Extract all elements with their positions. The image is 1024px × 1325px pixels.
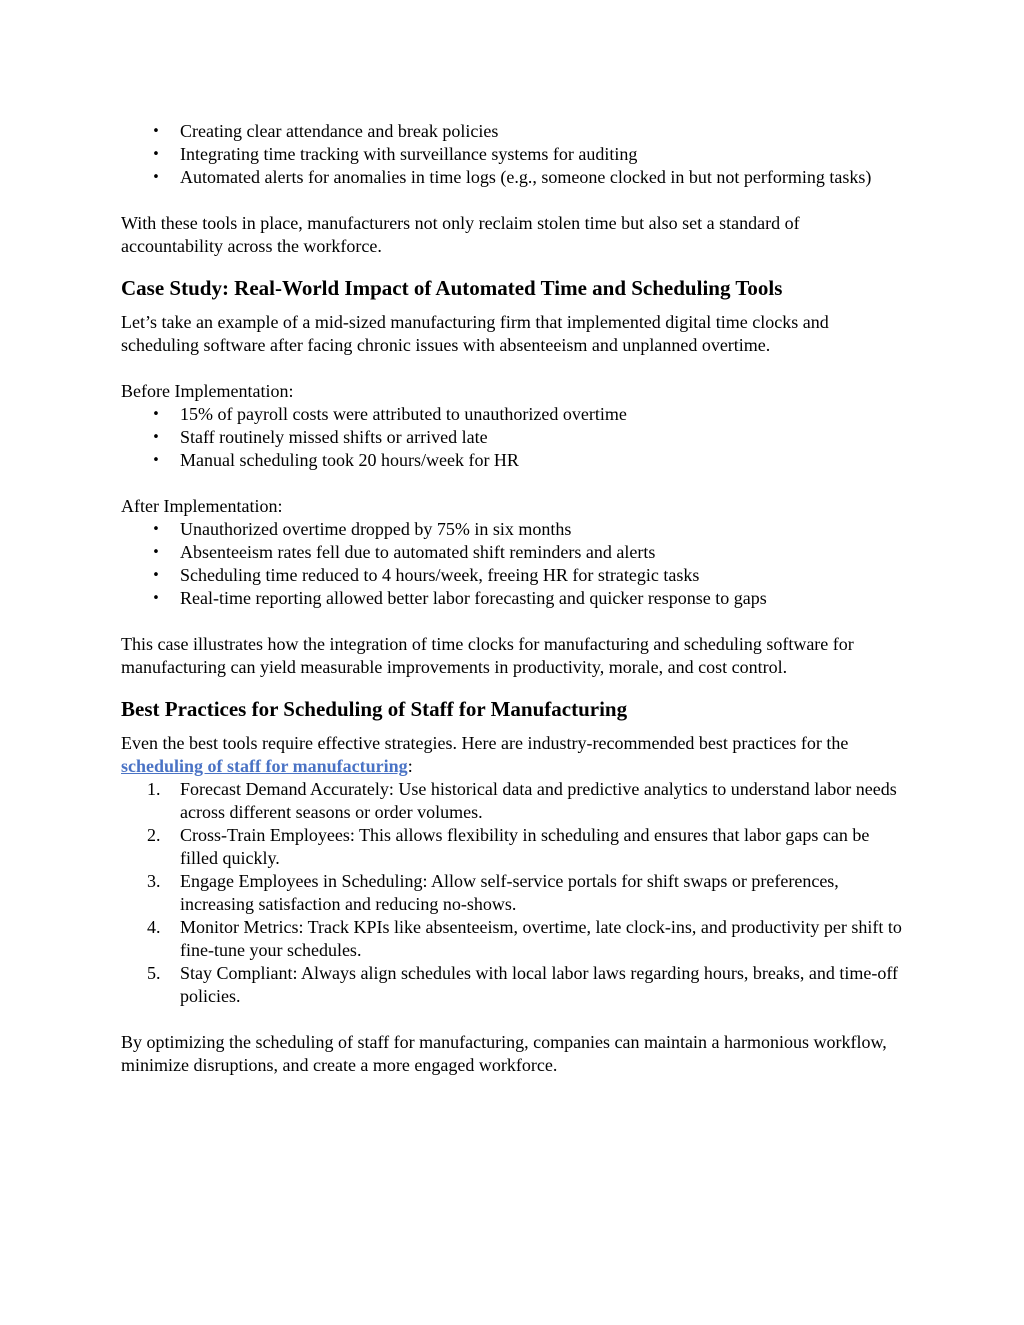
list-item: • Automated alerts for anomalies in time logs (e.g., someone clocked in but not performing tasks) [121, 166, 906, 189]
bullet-icon: • [152, 545, 160, 560]
list-item: 1. Forecast Demand Accurately: Use historical data and predictive analytics to understand labor needs across different seasons or order volumes. [147, 779, 897, 822]
list-item: 5. Stay Compliant: Always align schedules with local labor laws regarding hours, breaks, and time-off policies. [147, 963, 899, 1006]
bullet-icon: • [152, 453, 160, 468]
case-study-heading: Case Study: Real-World Impact of Automated Time and Scheduling Tools [121, 276, 783, 300]
best-practices-list [121, 778, 906, 1008]
list-item: • Real-time reporting allowed better labor forecasting and quicker response to gaps [121, 587, 906, 610]
best-practices-heading: Best Practices for Scheduling of Staff for Manufacturing [121, 697, 628, 721]
list-number: 5. [147, 963, 161, 983]
before-label: Before Implementation: [121, 381, 294, 401]
bullet-icon: • [152, 591, 160, 606]
list-number: 2. [147, 825, 161, 845]
case-study-paragraph: Let’s take an example of a mid-sized manufacturing firm that implemented digital time clocks and scheduling software after facing chronic issues with absenteeism and unplanned overtime. [121, 312, 829, 355]
after-label: After Implementation: [121, 496, 283, 516]
list-item: • Manual scheduling took 20 hours/week for HR [121, 449, 906, 472]
bullet-icon: • [152, 522, 160, 537]
after-bullet-list [121, 518, 906, 610]
list-item: 3. Engage Employees in Scheduling: Allow self-service portals for shift swaps or preferences, increasing satisfaction and reducing no-shows. [147, 871, 839, 914]
list-item: • Unauthorized overtime dropped by 75% in six months [121, 518, 906, 541]
best-practices-intro: Even the best tools require effective strategies. Here are industry-recommended best practices for the scheduling of staff for manufacturing: [121, 733, 849, 776]
list-number: 1. [147, 779, 161, 799]
list-number: 4. [147, 917, 161, 937]
bullet-icon: • [152, 430, 160, 445]
list-item: • Absenteeism rates fell due to automated shift reminders and alerts [121, 541, 906, 564]
list-item: • Scheduling time reduced to 4 hours/week, freeing HR for strategic tasks [121, 564, 906, 587]
list-item: • Creating clear attendance and break policies [121, 120, 906, 143]
list-item: 4. Monitor Metrics: Track KPIs like absenteeism, overtime, late clock-ins, and productivity per shift to fine-tune your schedules. [147, 917, 902, 960]
intro-bullet-list [121, 120, 906, 189]
before-bullet-list [121, 403, 906, 472]
list-item: • 15% of payroll costs were attributed to unauthorized overtime [121, 403, 906, 426]
case-study-conclusion: This case illustrates how the integration of time clocks for manufacturing and scheduling software for manufacturing can yield measurable improvements in productivity, morale, and cost control. [121, 634, 854, 677]
bullet-icon: • [152, 147, 160, 162]
list-number: 3. [147, 871, 161, 891]
bullet-icon: • [152, 124, 160, 139]
bullet-icon: • [152, 407, 160, 422]
bullet-icon: • [152, 170, 160, 185]
intro-paragraph: With these tools in place, manufacturers not only reclaim stolen time but also set a standard of accountability across the workforce. [121, 213, 800, 256]
best-practices-conclusion: By optimizing the scheduling of staff for manufacturing, companies can maintain a harmonious workflow, minimize disruptions, and create a more engaged workforce. [121, 1032, 887, 1075]
list-item: 2. Cross-Train Employees: This allows flexibility in scheduling and ensures that labor gaps can be filled quickly. [147, 825, 870, 868]
document-page [121, 120, 906, 1077]
list-item: • Staff routinely missed shifts or arrived late [121, 426, 906, 449]
scheduling-staff-link[interactable]: scheduling of staff for manufacturing [121, 756, 408, 776]
bullet-icon: • [152, 568, 160, 583]
list-item: • Integrating time tracking with surveillance systems for auditing [121, 143, 906, 166]
